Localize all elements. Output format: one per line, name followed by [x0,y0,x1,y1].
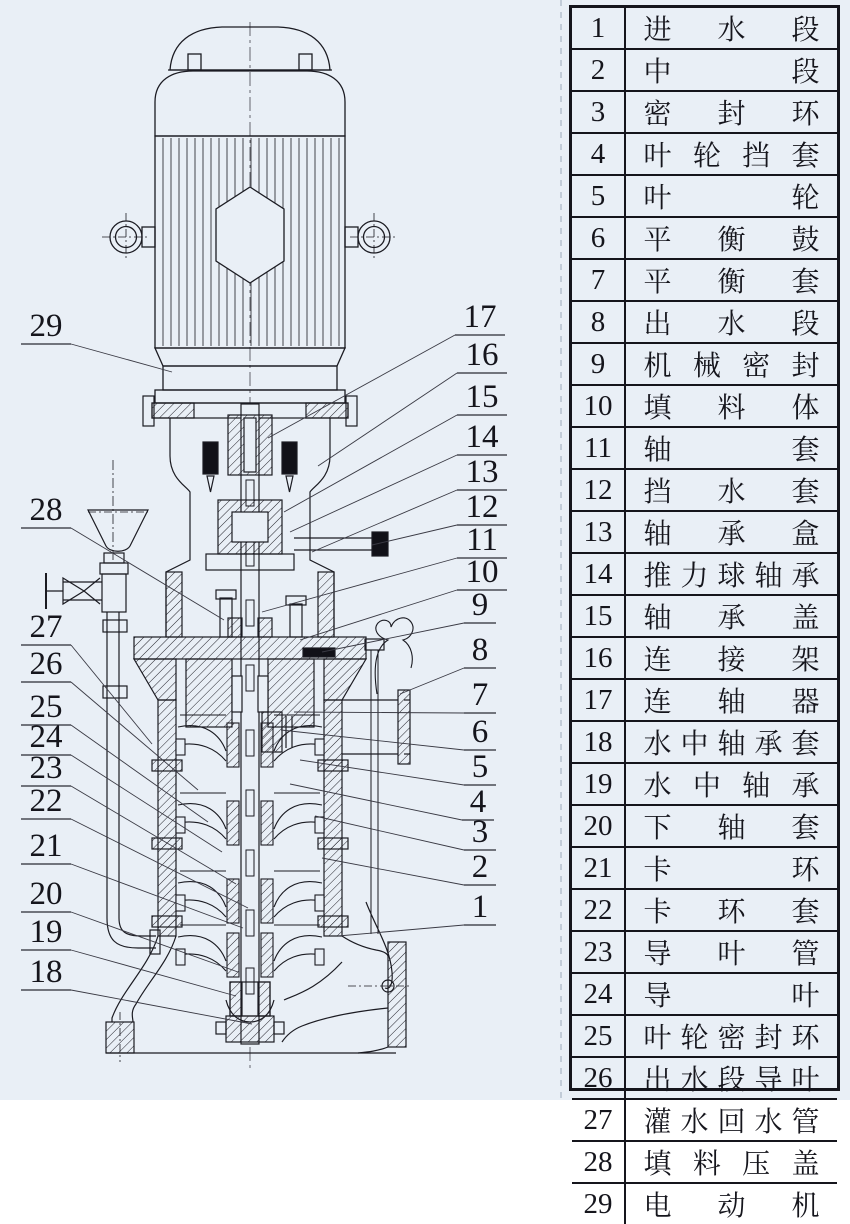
part-number: 17 [572,680,626,720]
part-number: 3 [572,92,626,132]
coupling-seal-right [282,442,297,474]
part-number: 19 [572,764,626,804]
part-name [626,596,837,636]
part-name [626,806,837,846]
discharge-flange [342,690,410,764]
part-name-text: 轴套 [643,434,820,465]
table-row [572,972,837,1014]
callout-28 [21,492,224,620]
part-number: 22 [572,890,626,930]
leader-line [290,784,462,820]
callout-29 [21,308,172,372]
table-row [572,258,837,300]
parts-table [569,5,840,1221]
callout-2 [322,849,496,885]
callout-number: 11 [466,522,498,558]
part-name [626,1184,837,1224]
leader-line [71,682,198,790]
mechanical-seal [303,648,335,657]
table-row [572,384,837,426]
callout-number: 17 [463,299,497,335]
part-name-text: 密封环 [643,98,820,129]
part-name-text: 导叶 [643,980,820,1011]
part-name [626,302,837,342]
leader-line [322,858,464,885]
part-name-text: 填料压盖 [643,1148,820,1179]
part-name-text: 叶轮密封环 [643,1022,820,1053]
callout-number: 7 [471,677,489,713]
terminal-box [216,187,284,283]
part-name [626,176,837,216]
part-name [626,554,837,594]
part-name [626,218,837,258]
callout-number: 24 [29,719,63,755]
callout-number: 22 [29,783,63,819]
part-name-text: 推力球轴承 [643,560,820,591]
part-name-text: 平衡套 [643,266,820,297]
part-number: 16 [572,638,626,678]
table-row [572,930,837,972]
part-number: 29 [572,1184,626,1224]
leader-line [262,558,457,612]
callout-number: 12 [465,489,499,525]
leader-line [318,373,457,466]
callout-number: 23 [29,750,63,786]
part-number: 15 [572,596,626,636]
part-number: 10 [572,386,626,426]
part-number: 28 [572,1142,626,1182]
part-number: 21 [572,848,626,888]
table-row [572,1098,837,1140]
part-name-text: 出水段 [643,308,820,339]
table-row [572,846,837,888]
part-name [626,512,837,552]
part-name [626,638,837,678]
part-name [626,890,837,930]
table-row [572,888,837,930]
part-name-text: 连轴器 [643,686,820,717]
table-row [572,720,837,762]
funnel-bowl [88,510,148,551]
callout-number: 16 [465,337,499,373]
leader-line [268,335,455,438]
part-number: 27 [572,1100,626,1140]
leader-line [338,925,464,936]
coupling-seal-left [203,442,218,474]
leader-line [290,455,457,532]
callout-number: 26 [29,646,63,682]
part-name-text: 填料体 [643,392,820,423]
callout-number: 2 [471,849,489,885]
part-name-text: 平衡鼓 [643,224,820,255]
leader-line [71,528,224,620]
part-name [626,1016,837,1056]
table-row [572,426,837,468]
callout-number: 29 [29,308,63,344]
stuffing-box [186,659,232,727]
pipe-hook [375,618,413,694]
leader-line [400,668,464,694]
page-fold-line [560,0,562,1100]
bottom-cover [226,1016,274,1042]
part-name-text: 水中轴承套 [643,728,820,759]
table-row [572,1056,837,1098]
table-row [572,1140,837,1182]
table-row [572,636,837,678]
table-row [572,300,837,342]
part-number: 12 [572,470,626,510]
part-number: 11 [572,428,626,468]
priming-funnel-and-pipe [46,460,160,954]
part-name-text: 水中轴承 [643,770,820,801]
callout-number: 6 [471,714,489,750]
table-row [572,804,837,846]
leader-line [71,990,252,1024]
lifting-eye-left [102,213,155,261]
part-number: 13 [572,512,626,552]
part-name [626,722,837,762]
part-name-text: 叶轮挡套 [643,140,820,171]
leader-line [284,415,457,512]
callout-number: 13 [465,454,499,490]
part-number: 2 [572,50,626,90]
leader-line [71,786,236,884]
fan-cover-tab [188,54,201,70]
part-name-text: 叶轮 [643,182,820,213]
callout-number: 3 [471,814,489,850]
callout-number: 18 [29,954,63,990]
part-number: 24 [572,974,626,1014]
table-row [572,468,837,510]
packing-gland [258,618,272,637]
part-name-text: 连接架 [643,644,820,675]
table-row [572,8,837,48]
leader-line [71,755,222,852]
part-number: 18 [572,722,626,762]
part-number: 14 [572,554,626,594]
leader-line [71,725,208,822]
callout-1 [338,889,496,936]
callout-4 [290,784,494,820]
part-name-text: 挡水套 [643,476,820,507]
part-number: 23 [572,932,626,972]
table-row [572,1014,837,1056]
part-name [626,260,837,300]
table-row [572,132,837,174]
packing-gland [228,618,242,637]
part-name-text: 轴承盒 [643,518,820,549]
callout-number: 28 [29,492,63,528]
part-name [626,1142,837,1182]
part-name-text: 导叶管 [643,938,820,969]
part-name [626,92,837,132]
callout-number: 27 [29,609,63,645]
part-number: 9 [572,344,626,384]
table-row [572,1182,837,1224]
lifting-eye-right [345,213,398,261]
part-name-text: 出水段导叶 [643,1064,820,1095]
part-number: 7 [572,260,626,300]
callout-number: 8 [471,632,489,668]
callout-number: 5 [471,749,489,785]
part-name [626,764,837,804]
callout-number: 4 [469,784,487,820]
part-name [626,8,837,48]
part-name [626,470,837,510]
table-row [572,174,837,216]
fan-cover-tab [299,54,312,70]
leader-line [281,730,464,750]
table-row [572,678,837,720]
part-name-text: 卡环套 [643,896,820,927]
part-number: 6 [572,218,626,258]
part-name-text: 卡环 [643,854,820,885]
callout-number: 21 [29,828,63,864]
casing-wall-left [158,700,176,936]
suction-flange [388,942,406,1047]
part-name-text: 轴承盖 [643,602,820,633]
callout-number: 25 [29,689,63,725]
part-name [626,344,837,384]
part-name [626,1100,837,1140]
table-row [572,48,837,90]
part-name [626,428,837,468]
part-number: 20 [572,806,626,846]
leader-line [294,712,464,713]
callout-number: 19 [29,914,63,950]
part-name [626,50,837,90]
part-number: 8 [572,302,626,342]
table-row [572,216,837,258]
part-name-text: 进水段 [643,14,820,45]
leader-line [71,950,236,996]
part-name-text: 电动机 [643,1190,820,1221]
part-number: 5 [572,176,626,216]
table-row [572,762,837,804]
part-name [626,680,837,720]
part-name-text: 中段 [643,56,820,87]
part-number: 1 [572,8,626,48]
callout-number: 10 [465,554,499,590]
part-name [626,848,837,888]
bearing-assembly [206,500,388,570]
part-number: 25 [572,1016,626,1056]
part-name [626,386,837,426]
table-row [572,90,837,132]
callout-number: 9 [471,587,489,623]
part-number: 4 [572,134,626,174]
table-row [572,510,837,552]
part-name [626,134,837,174]
table-row [572,594,837,636]
callout-number: 14 [465,419,499,455]
part-name-text: 下轴套 [643,812,820,843]
part-name [626,932,837,972]
callout-number: 15 [465,379,499,415]
table-row [572,552,837,594]
part-name [626,1058,837,1098]
callout-number: 1 [471,889,489,925]
part-name [626,974,837,1014]
part-name-text: 灌水回水管 [643,1106,820,1137]
part-number: 26 [572,1058,626,1098]
table-row [572,342,837,384]
callout-number: 20 [29,876,63,912]
part-name-text: 机械密封 [643,350,820,381]
